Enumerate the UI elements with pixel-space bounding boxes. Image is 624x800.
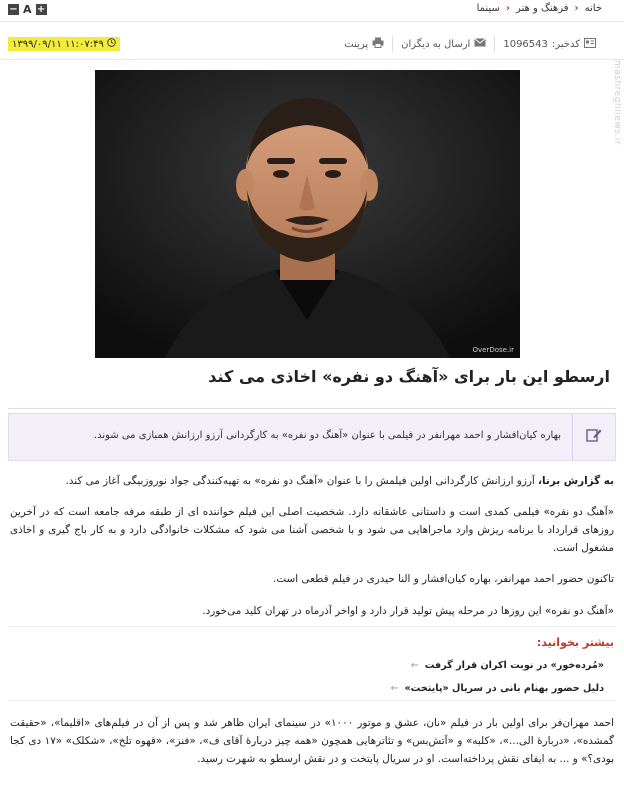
news-code-label: کدخبر: [551,38,580,50]
paragraph-3: تاکنون حضور احمد مهرانفر، بهاره کیان‌افشار و النا حیدری در فیلم قطعی است. [273,573,614,585]
source-label: به گزارش برنا، [538,475,614,487]
envelope-icon [474,38,486,50]
print-label: پرینت [344,38,369,50]
publish-date [8,37,120,51]
clock-icon [107,38,116,50]
hero-image [95,70,520,358]
article-headline: ارسطو این بار برای «آهنگ دو نفره» اخاذی می کند [208,367,610,386]
paragraph-1-text: آرزو ارزانش کارگردانی اولین فیلمش را با عنوان «آهنگ دو نفره» به تهیه‌کنندگی جواد نوروزبیگی آغاز می کند. [65,475,539,487]
font-increase-button[interactable]: + [36,4,46,15]
image-credit: OverDose.ir [472,346,514,354]
news-code [494,36,604,52]
site-watermark: mashreghnews.ir [612,60,622,145]
edit-icon [586,427,602,447]
id-card-icon [584,38,596,51]
portrait-illustration [95,70,520,358]
paragraph-2: «آهنگ دو نفره» فیلمی کمدی است و داستانی عاشقانه دارد. شخصیت اصلی این فیلم خواننده ای از طبقه مرفه جامعه است که در آخرین روزهای قرارداد با برنامه ریزش وارد ماجراهایی می شود و با شخصی آشنا می شود که مشکلات خانوادگی دارد و به کار باج گیری و اخاذی مشغول است. [10,506,614,554]
paragraph-1 [10,472,614,490]
font-size-label: A [23,3,32,16]
related-title: بیشتر بخوانید: [536,636,614,649]
arrow-left-icon: ← [390,683,399,694]
send-to-others-button[interactable] [392,36,494,52]
breadcrumb-culture[interactable]: فرهنگ و هنر [515,3,569,14]
related-link-1[interactable] [411,660,604,671]
news-code-value: 1096543 [503,38,548,50]
print-button[interactable] [336,36,392,52]
printer-icon [372,37,384,51]
related-link-1-text: «مُرده‌خور» در نوبت اکران قرار گرفت [424,660,604,671]
arrow-left-icon: ← [410,660,419,671]
font-size-controls [8,3,47,16]
related-link-2[interactable] [390,683,604,694]
meta-actions [336,36,604,52]
breadcrumb [477,3,602,14]
paragraph-5: احمد مهران‌فر برای اولین بار در فیلم «نان، عشق و موتور ۱۰۰۰» در سینمای ایران ظاهر شد و پس از آن در فیلم‌های «اقلیما»، «حقیقت گمشده»، «دربارهٔ الی...»، «کلبه» و «آتش‌بس» و تئاترهایی همچون «همه چیز دربارهٔ آقای ف»، «فنز»، «قهوه تلخ»، «شکلک» «۱۷ دی کجا بودی؟» و ... به ایفای نقش پرداخته‌است. او در سریال پایتخت و در نقش ارسطو به شهرت رسید. [10,717,614,765]
font-decrease-button[interactable]: − [9,4,18,15]
lead-box [8,413,616,461]
chevron-left-icon: ‹ [505,3,510,14]
top-bar [0,0,624,22]
headline-divider [8,408,616,409]
lead-text: بهاره کیان‌افشار و احمد مهرانفر در فیلمی با عنوان «آهنگ دو نفره» به کارگردانی آرزو ارزانش همبازی می شوند. [93,430,561,441]
publish-date-value: ۱۱:۰۷:۴۹ ۱۳۹۹/۰۹/۱۱ [12,38,104,50]
breadcrumb-home[interactable]: خانه [584,3,602,14]
chevron-left-icon: ‹ [574,3,579,14]
lead-icon-wrapper [572,414,615,460]
paragraph-4: «آهنگ دو نفره» این روزها در مرحله پیش تولید قرار دارد و اواخر آذرماه در تهران کلید می‌خورد. [202,605,614,617]
send-label: ارسال به دیگران [401,38,471,50]
breadcrumb-cinema[interactable]: سینما [476,3,500,14]
related-link-2-text: دلیل حضور بهنام بانی در سریال «پایتخت» [404,683,604,694]
